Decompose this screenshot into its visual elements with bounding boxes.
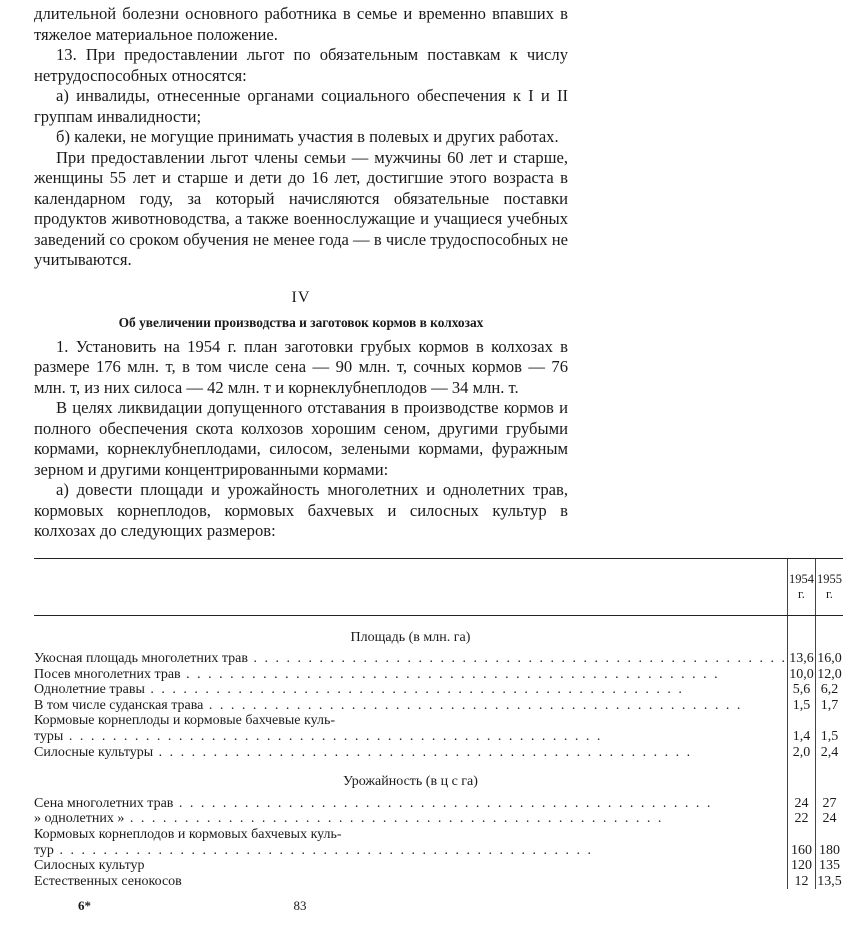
cell-1955: 1,5 (815, 729, 843, 745)
row-label: Силосных культур (34, 858, 145, 874)
cell-1954: 120 (787, 858, 815, 874)
table-group-row (34, 760, 843, 796)
table-row (34, 651, 843, 667)
cell-1954: 5,6 (787, 682, 815, 698)
paragraph-item-13: 13. При предоставлении льгот по обязательным поставкам к числу нетрудоспособных относятся: (34, 45, 568, 85)
cell-1954: 2,0 (787, 745, 815, 761)
table-row (34, 796, 843, 812)
table-row (34, 698, 843, 714)
table-header-row (34, 558, 843, 615)
table-row (34, 874, 843, 890)
table-row (34, 682, 843, 698)
row-label: Силосные культуры (34, 744, 154, 760)
cell-1954: 13,6 (789, 651, 814, 667)
cell-1955: 135 (815, 858, 843, 874)
paragraph: В целях ликвидации допущенного отставания в производстве кормов и полного обеспечения скота колхозов хорошим сеном, другими грубыми кормами, корнеклубнеплодами, силосом, зелеными кормами, фуражным зерном и другими концентрированными кормами: (34, 398, 568, 479)
cell-1954: 24 (787, 796, 815, 812)
group-title-yield: Урожайность (в ц с га) (343, 774, 478, 790)
row-label: Укосная площадь многолетних трав (34, 651, 248, 667)
cell-1955: 13,5 (817, 873, 842, 889)
row-label: Кормовые корнеплоды и кормовые бахчевые куль- (34, 713, 336, 729)
signature-mark: 6* (78, 898, 91, 913)
table-row (34, 827, 843, 843)
cell-1954: 22 (787, 811, 815, 827)
row-label: Кормовых корнеплодов и кормовых бахчевых куль- (34, 827, 342, 843)
cell-1955: 2,4 (815, 745, 843, 761)
paragraph: При предоставлении льгот члены семьи — мужчины 60 лет и старше, женщины 55 лет и старше и дети до 16 лет, достигшие этого возраста в календарном году, за который начисляются обязательные поставки продуктов животноводства, а также военнослужащие и учащиеся учебных заведений со сроком обучения не менее года — в числе трудоспособных не учитываются. (34, 147, 568, 269)
cell-1955: 6,2 (815, 682, 843, 698)
table-header-1955: 1955 г. (815, 558, 843, 615)
cell-1955: 1,7 (815, 698, 843, 714)
table-row (34, 858, 843, 874)
row-label-continuation: туры (34, 729, 64, 745)
table-row (34, 729, 843, 745)
row-label: Однолетние травы (34, 682, 145, 698)
cell-1955: 27 (815, 796, 843, 812)
page-number: 83 (293, 898, 307, 913)
row-label: Естественных сенокосов (34, 873, 182, 889)
table-row (34, 843, 843, 859)
cell-1954: 1,4 (787, 729, 815, 745)
cell-1955: 16,0 (817, 651, 842, 667)
table-header-blank (34, 558, 787, 615)
table-row (34, 667, 843, 683)
row-label-continuation: тур (34, 842, 54, 858)
list-item-b: б) калеки, не могущие принимать участия в полевых и других работах. (56, 127, 559, 146)
list-item-a: а) довести площади и урожайность многолетних и однолетних трав, кормовых корнеплодов, кормовых бахчевых и силосных культур в колхозах до следующих размеров: (34, 480, 568, 540)
table-row (34, 713, 843, 729)
table-group-row (34, 615, 843, 651)
cell-1954: 160 (787, 843, 815, 859)
row-label: Посев многолетних трав (34, 666, 181, 682)
table-header-1954: 1954 г. (787, 558, 815, 615)
row-label: Сена многолетних трав (34, 795, 174, 811)
paragraph-item-1: 1. Установить на 1954 г. план заготовки грубых кормов в колхозах в размере 176 млн. т, в том числе сена — 90 млн. т, сочных кормов — 76 млн. т, из них силоса — 42 млн. т и корнеклубнеплодов — 34 млн. т. (34, 336, 568, 397)
list-item-a: а) инвалиды, отнесенные органами социального обеспечения к I и II группам инвалидности; (34, 86, 568, 126)
cell-1955: 12,0 (817, 666, 842, 682)
row-label: В том числе суданская трава (34, 697, 204, 713)
cell-1954: 10,0 (789, 666, 814, 682)
paragraph: длительной болезни основного работника в семье и временно впавших в тяжелое материальное положение. (34, 4, 568, 44)
section-title: Об увеличении производства и заготовок кормов в колхозах (118, 314, 484, 330)
table-row (34, 745, 843, 761)
table-row (34, 811, 843, 827)
cell-1954: 12 (787, 874, 815, 890)
cell-1955: 180 (815, 843, 843, 859)
cell-1955: 24 (815, 811, 843, 827)
row-label: » однолетних » (34, 811, 125, 827)
group-title-area: Площадь (в млн. га) (350, 629, 471, 645)
section-number: IV (291, 288, 311, 306)
cell-1954: 1,5 (787, 698, 815, 714)
forage-table (34, 558, 843, 890)
